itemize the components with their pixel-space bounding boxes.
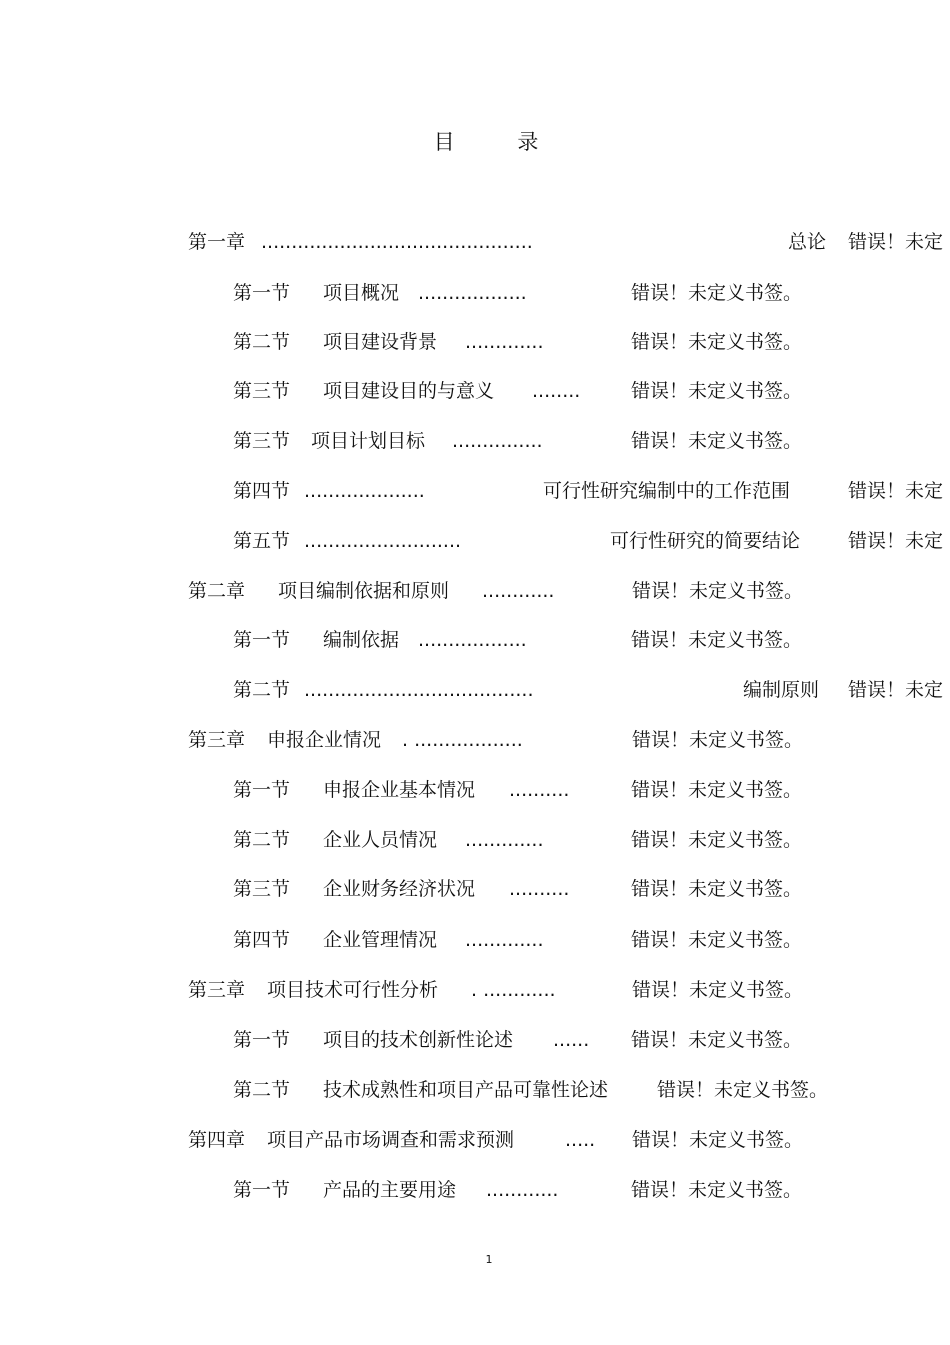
toc-entry-chapter-2[interactable] — [0, 577, 950, 605]
toc-entry-dots: ........ — [532, 380, 581, 402]
toc-entry-ref: 错误！未定义书签。 — [631, 380, 803, 402]
toc-entry-section[interactable] — [0, 279, 950, 307]
toc-entry-section[interactable] — [0, 328, 950, 356]
toc-entry-ref: 错误！未定 — [848, 530, 944, 552]
toc-entry-ref: 错误！未定义书签。 — [631, 878, 803, 900]
toc-entry-title: 企业人员情况 — [323, 829, 438, 851]
toc-entry-dots: ...................................... — [304, 679, 534, 701]
toc-entry-title: 项目建设背景 — [323, 331, 438, 353]
toc-entry-label: 第三章 — [188, 729, 246, 751]
toc-entry-dots: .......... — [509, 878, 570, 900]
toc-entry-chapter-4[interactable] — [0, 1126, 950, 1154]
toc-entry-title: 申报企业基本情况 — [323, 779, 476, 801]
toc-entry-label: 第四节 — [233, 929, 291, 951]
toc-entry-dots: ..... — [565, 1129, 596, 1151]
toc-entry-dots: .................. — [418, 629, 527, 651]
toc-entry-dots: ............. — [465, 829, 544, 851]
toc-entry-label: 第二章 — [188, 580, 246, 602]
toc-entry-label: 第一节 — [233, 1029, 291, 1051]
toc-entry-ref: 错误！未定 — [848, 480, 944, 502]
toc-entry-dots: ............ — [482, 580, 555, 602]
toc-entry-dots: ...... — [553, 1029, 590, 1051]
toc-entry-section[interactable] — [0, 776, 950, 804]
toc-entry-title: 项目产品市场调查和需求预测 — [267, 1129, 515, 1151]
toc-entry-label: 第一章 — [188, 231, 246, 253]
toc-entry-title: 总论 — [788, 231, 827, 253]
toc-entry-dots: ............. — [465, 929, 544, 951]
toc-entry-ref: 错误！未定 — [848, 231, 944, 253]
toc-entry-label: 第一节 — [233, 282, 291, 304]
toc-entry-label: 第一节 — [233, 629, 291, 651]
toc-entry-title: 项目概况 — [323, 282, 400, 304]
toc-entry-title: 项目的技术创新性论述 — [323, 1029, 514, 1051]
toc-entry-section[interactable] — [0, 676, 950, 704]
toc-entry-label: 第四节 — [233, 480, 291, 502]
toc-entry-label: 第五节 — [233, 530, 291, 552]
toc-entry-section[interactable] — [0, 1176, 950, 1204]
toc-entry-ref: 错误！未定义书签。 — [631, 779, 803, 801]
toc-entry-ref: 错误！未定义书签。 — [631, 430, 803, 452]
toc-entry-dots: .......................... — [304, 530, 462, 552]
toc-entry-title: 编制原则 — [743, 679, 820, 701]
toc-entry-title: 项目计划目标 — [311, 430, 426, 452]
toc-entry-label: 第四章 — [188, 1129, 246, 1151]
toc-entry-chapter-3b[interactable] — [0, 976, 950, 1004]
toc-entry-section[interactable] — [0, 875, 950, 903]
toc-entry-title: 可行性研究的简要结论 — [610, 530, 801, 552]
toc-entry-ref: 错误！未定义书签。 — [631, 282, 803, 304]
toc-entry-dots: ............... — [452, 430, 543, 452]
toc-entry-section[interactable] — [0, 926, 950, 954]
toc-entry-title: 可行性研究编制中的工作范围 — [543, 480, 791, 502]
toc-entry-ref: 错误！未定 — [848, 679, 944, 701]
toc-entry-label: 第二节 — [233, 331, 291, 353]
toc-entry-title: 项目编制依据和原则 — [278, 580, 450, 602]
toc-entry-section[interactable] — [0, 1076, 950, 1104]
toc-entry-ref: 错误！未定义书签。 — [632, 1129, 804, 1151]
toc-entry-dots: . .................. — [402, 729, 523, 751]
toc-entry-label: 第三节 — [233, 430, 291, 452]
toc-entry-section[interactable] — [0, 527, 950, 555]
toc-entry-label: 第一节 — [233, 1179, 291, 1201]
toc-entry-dots: ............................................. — [261, 231, 533, 253]
toc-entry-section[interactable] — [0, 1026, 950, 1054]
toc-entry-title: 产品的主要用途 — [323, 1179, 457, 1201]
toc-entry-ref: 错误！未定义书签。 — [631, 1179, 803, 1201]
toc-entry-dots: .................. — [418, 282, 527, 304]
toc-entry-dots: ............ — [486, 1179, 559, 1201]
toc-entry-title: 申报企业情况 — [267, 729, 382, 751]
toc-entry-ref: 错误！未定义书签。 — [631, 629, 803, 651]
toc-entry-ref: 错误！未定义书签。 — [632, 729, 804, 751]
toc-heading: 目 录 — [433, 130, 567, 154]
toc-entry-label: 第三章 — [188, 979, 246, 1001]
toc-entry-ref: 错误！未定义书签。 — [632, 580, 804, 602]
toc-entry-dots: .......... — [509, 779, 570, 801]
toc-entry-title: 企业财务经济状况 — [323, 878, 476, 900]
toc-entry-chapter-3[interactable] — [0, 726, 950, 754]
toc-entry-dots: .................... — [304, 480, 425, 502]
toc-entry-section[interactable] — [0, 826, 950, 854]
toc-entry-chapter-1[interactable] — [0, 228, 950, 256]
toc-entry-dots: ............. — [465, 331, 544, 353]
toc-entry-label: 第二节 — [233, 829, 291, 851]
toc-entry-title: 技术成熟性和项目产品可靠性论述 — [323, 1079, 609, 1101]
toc-entry-ref: 错误！未定义书签。 — [631, 1029, 803, 1051]
toc-entry-section[interactable] — [0, 427, 950, 455]
toc-entry-ref: 错误！未定义书签。 — [631, 829, 803, 851]
toc-entry-title: 编制依据 — [323, 629, 400, 651]
toc-entry-title: 项目技术可行性分析 — [267, 979, 439, 1001]
toc-entry-ref: 错误！未定义书签。 — [631, 331, 803, 353]
toc-entry-label: 第二节 — [233, 1079, 291, 1101]
toc-entry-label: 第二节 — [233, 679, 291, 701]
page-number: 1 — [485, 1253, 493, 1266]
toc-entry-section[interactable] — [0, 377, 950, 405]
toc-entry-label: 第一节 — [233, 779, 291, 801]
toc-entry-label: 第三节 — [233, 878, 291, 900]
toc-entry-section[interactable] — [0, 477, 950, 505]
toc-entry-section[interactable] — [0, 626, 950, 654]
toc-entry-dots: . ............ — [471, 979, 556, 1001]
toc-entry-ref: 错误！未定义书签。 — [657, 1079, 829, 1101]
toc-entry-title: 企业管理情况 — [323, 929, 438, 951]
toc-entry-ref: 错误！未定义书签。 — [631, 929, 803, 951]
toc-entry-title: 项目建设目的与意义 — [323, 380, 495, 402]
toc-entry-ref: 错误！未定义书签。 — [632, 979, 804, 1001]
toc-entry-label: 第三节 — [233, 380, 291, 402]
